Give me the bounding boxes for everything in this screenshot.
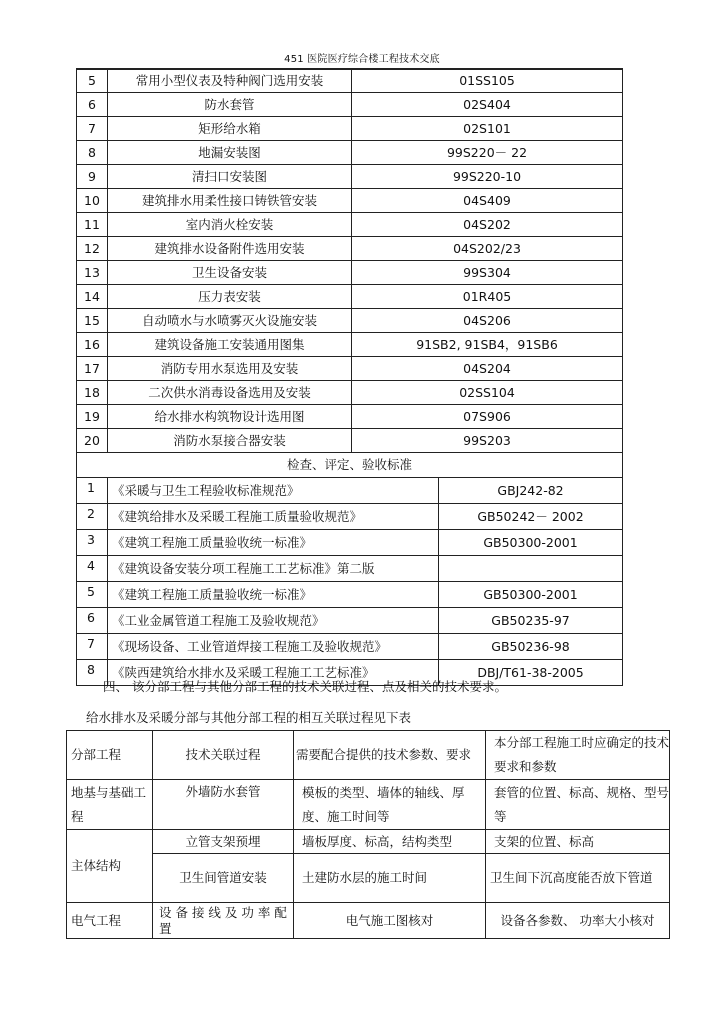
inspection-no: 8 [77, 660, 108, 686]
standard-name: 自动喷水与水喷雾灭火设施安装 [108, 309, 352, 333]
standard-row [77, 237, 623, 261]
standard-code: 01R405 [352, 285, 623, 309]
inspection-name: 《采暖与卫生工程验收标准规范》 [108, 478, 439, 504]
standard-no: 13 [77, 261, 108, 285]
standard-no: 18 [77, 381, 108, 405]
inspection-name: 《建筑工程施工质量验收统一标准》 [108, 582, 439, 608]
inspection-code [439, 556, 623, 582]
standard-no: 15 [77, 309, 108, 333]
row-part: 电气工程 [67, 903, 153, 939]
standard-code: 02SS104 [352, 381, 623, 405]
standard-name: 压力表安装 [108, 285, 352, 309]
standard-no: 8 [77, 141, 108, 165]
standard-code: 99S203 [352, 429, 623, 453]
relation-row [67, 830, 670, 854]
relation-table [66, 730, 670, 939]
inspection-section-row [77, 453, 623, 478]
standard-code: 04S202 [352, 213, 623, 237]
row-process: 外墙防水套管 [153, 780, 294, 830]
standard-row [77, 141, 623, 165]
standard-row [77, 429, 623, 453]
standard-name: 给水排水构筑物设计选用图 [108, 405, 352, 429]
inspection-row [77, 504, 623, 530]
inspection-code: GB50236-98 [439, 634, 623, 660]
standard-no: 6 [77, 93, 108, 117]
row-part: 地基与基础工程 [67, 780, 153, 830]
inspection-no: 7 [77, 634, 108, 660]
inspection-code: GB50242－ 2002 [439, 504, 623, 530]
inspection-name: 《建筑设备安装分项工程施工工艺标准》第二版 [108, 556, 439, 582]
standard-name: 地漏安装图 [108, 141, 352, 165]
standard-code: 01SS105 [352, 69, 623, 93]
standard-row [77, 285, 623, 309]
row-process: 设 备 接 线 及 功 率 配 置 [153, 903, 294, 939]
standards-table-body [77, 69, 623, 686]
standards-table [76, 68, 623, 686]
standard-row [77, 309, 623, 333]
inspection-row [77, 478, 623, 504]
row-requirements: 支架的位置、标高 [486, 830, 670, 854]
standard-name: 室内消火栓安装 [108, 213, 352, 237]
standard-row [77, 189, 623, 213]
inspection-name: 《建筑给排水及采暖工程施工质量验收规范》 [108, 504, 439, 530]
section4-intro: 给水排水及采暖分部与其他分部工程的相互关联过程见下表 [86, 710, 412, 725]
standard-name: 消防水泵接合器安装 [108, 429, 352, 453]
page-header: 451 医院医疗综合楼工程技术交底 [284, 54, 440, 65]
header-requirements: 本分部工程施工时应确定的技术要求和参数 [486, 731, 670, 780]
inspection-row [77, 634, 623, 660]
row-params: 土建防水层的施工时间 [294, 854, 486, 903]
standard-code: 04S409 [352, 189, 623, 213]
inspection-code: GBJ242-82 [439, 478, 623, 504]
row-requirements: 卫生间下沉高度能否放下管道 [486, 854, 670, 903]
relation-row [67, 854, 670, 903]
standard-name: 清扫口安装图 [108, 165, 352, 189]
header-part: 分部工程 [67, 731, 153, 780]
inspection-row [77, 556, 623, 582]
inspection-code: GB50300-2001 [439, 530, 623, 556]
standard-row [77, 117, 623, 141]
standard-row [77, 165, 623, 189]
header-params: 需要配合提供的技术参数、要求 [294, 731, 486, 780]
inspection-code: GB50300-2001 [439, 582, 623, 608]
inspection-no: 1 [77, 478, 108, 504]
standard-code: 99S220-10 [352, 165, 623, 189]
inspection-no: 4 [77, 556, 108, 582]
inspection-row [77, 530, 623, 556]
standard-no: 19 [77, 405, 108, 429]
row-process: 立管支架预埋 [153, 830, 294, 854]
standard-code: 04S202/23 [352, 237, 623, 261]
standard-row [77, 405, 623, 429]
row-part: 主体结构 [67, 830, 153, 903]
standard-row [77, 333, 623, 357]
section4-heading: 四、 该分部工程与其他分部工程的技术关联过程、点及相关的技术要求。 [103, 679, 507, 694]
standard-name: 建筑设备施工安装通用图集 [108, 333, 352, 357]
inspection-no: 2 [77, 504, 108, 530]
standard-no: 10 [77, 189, 108, 213]
relation-row [67, 780, 670, 830]
inspection-code: DBJ/T61-38-2005 [439, 660, 623, 686]
relation-row [67, 903, 670, 939]
relation-header-row [67, 731, 670, 780]
inspection-no: 6 [77, 608, 108, 634]
standard-code: 04S206 [352, 309, 623, 333]
standard-row [77, 213, 623, 237]
header-process: 技术关联过程 [153, 731, 294, 780]
standard-name: 常用小型仪表及特种阀门选用安装 [108, 69, 352, 93]
standard-code: 07S906 [352, 405, 623, 429]
inspection-code: GB50235-97 [439, 608, 623, 634]
standard-no: 5 [77, 69, 108, 93]
standard-row [77, 261, 623, 285]
inspection-name: 《陕西建筑给水排水及采暖工程施工工艺标准》 [108, 660, 439, 686]
standard-code: 99S220－ 22 [352, 141, 623, 165]
inspection-no: 3 [77, 530, 108, 556]
row-params: 模板的类型、墙体的轴线、厚度、施工时间等 [294, 780, 486, 830]
standard-name: 卫生设备安装 [108, 261, 352, 285]
standard-code: 91SB2, 91SB4，91SB6 [352, 333, 623, 357]
inspection-section-title: 检查、评定、验收标准 [77, 453, 623, 478]
standard-name: 建筑排水用柔性接口铸铁管安装 [108, 189, 352, 213]
standard-code: 99S304 [352, 261, 623, 285]
standard-code: 04S204 [352, 357, 623, 381]
standard-no: 11 [77, 213, 108, 237]
standard-no: 9 [77, 165, 108, 189]
standard-code: 02S101 [352, 117, 623, 141]
standard-row [77, 93, 623, 117]
standard-name: 二次供水消毒设备选用及安装 [108, 381, 352, 405]
standard-no: 17 [77, 357, 108, 381]
standard-no: 16 [77, 333, 108, 357]
standard-name: 消防专用水泵选用及安装 [108, 357, 352, 381]
standard-no: 20 [77, 429, 108, 453]
standard-name: 防水套管 [108, 93, 352, 117]
standard-row [77, 69, 623, 93]
inspection-name: 《工业金属管道工程施工及验收规范》 [108, 608, 439, 634]
standard-no: 7 [77, 117, 108, 141]
standard-no: 12 [77, 237, 108, 261]
inspection-row [77, 608, 623, 634]
row-process: 卫生间管道安装 [153, 854, 294, 903]
inspection-row [77, 582, 623, 608]
row-requirements: 设备各参数、 功率大小核对 [486, 903, 670, 939]
standard-code: 02S404 [352, 93, 623, 117]
row-requirements: 套管的位置、标高、规格、型号等 [486, 780, 670, 830]
row-params: 墙板厚度、标高，结构类型 [294, 830, 486, 854]
standard-name: 建筑排水设备附件选用安装 [108, 237, 352, 261]
inspection-name: 《现场设备、工业管道焊接工程施工及验收规范》 [108, 634, 439, 660]
row-params: 电气施工图核对 [294, 903, 486, 939]
standard-no: 14 [77, 285, 108, 309]
standard-row [77, 381, 623, 405]
standard-name: 矩形给水箱 [108, 117, 352, 141]
inspection-name: 《建筑工程施工质量验收统一标准》 [108, 530, 439, 556]
inspection-no: 5 [77, 582, 108, 608]
standard-row [77, 357, 623, 381]
